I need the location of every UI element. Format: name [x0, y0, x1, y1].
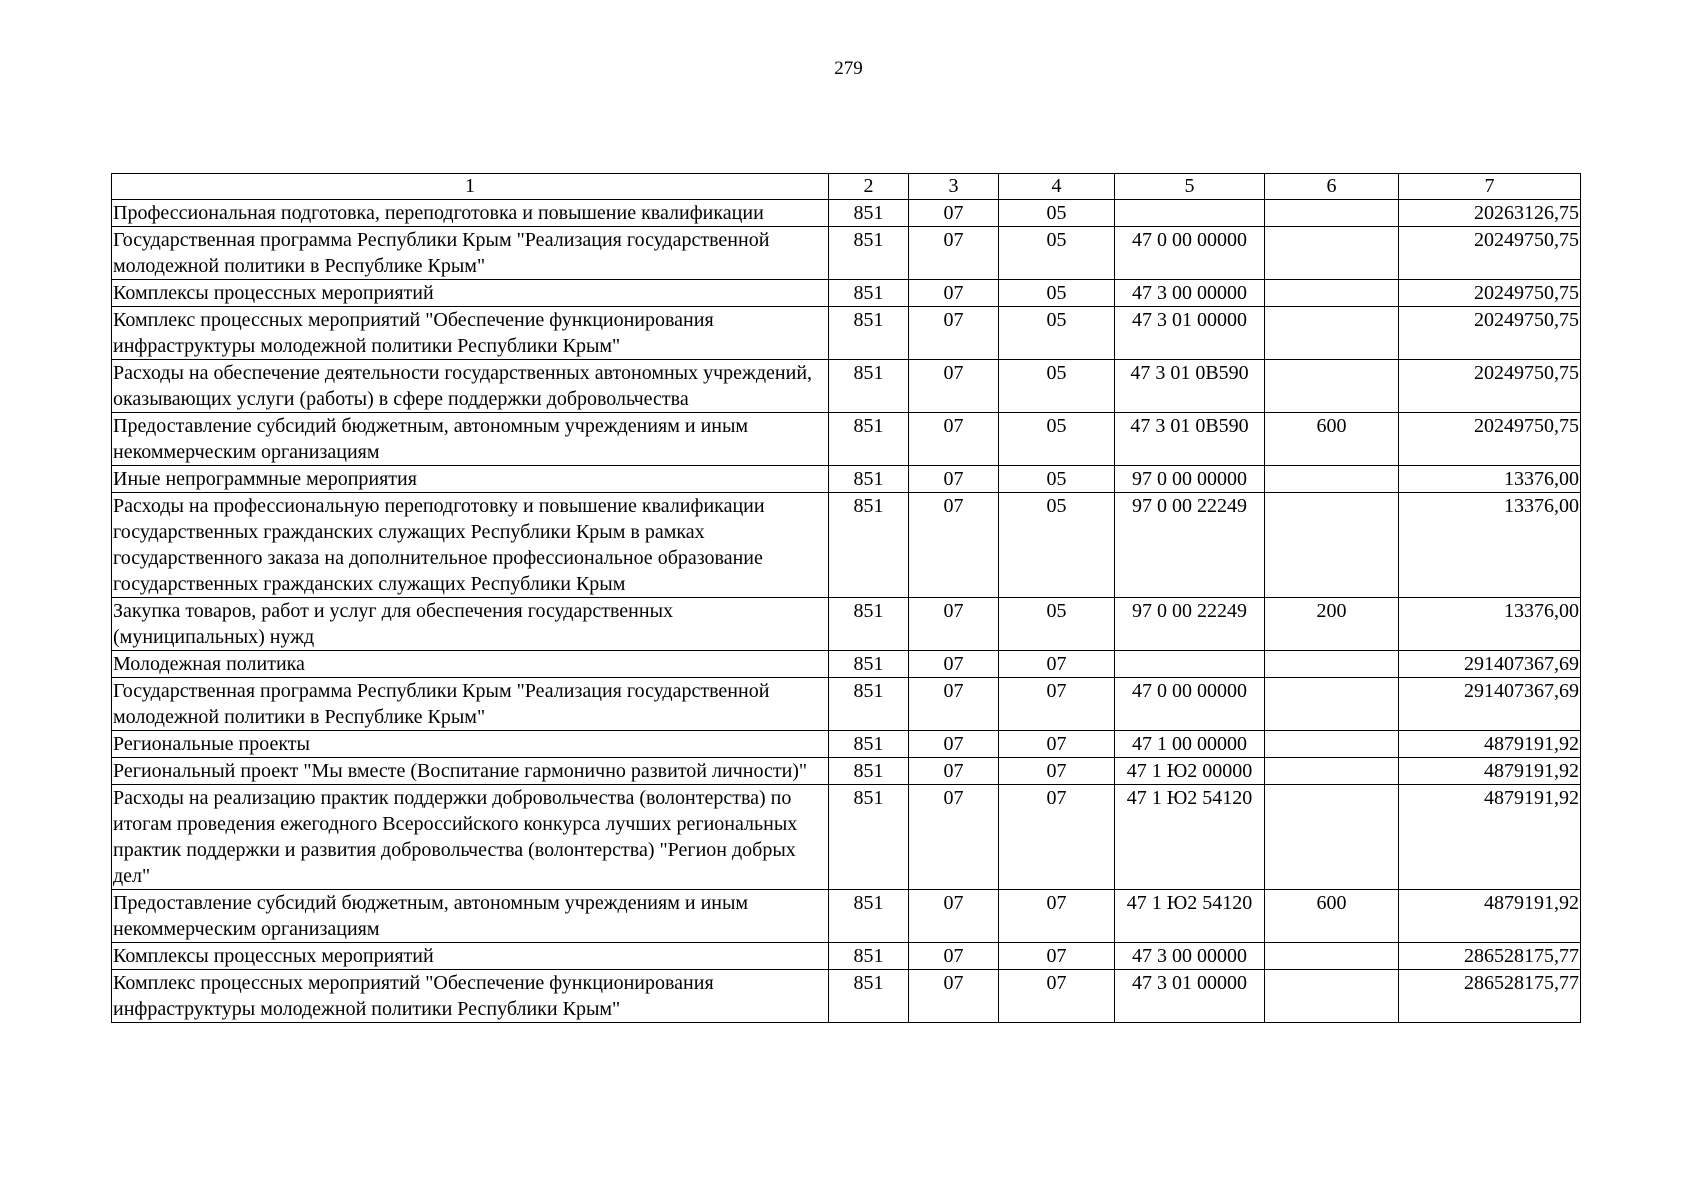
- row-section-cell: 07: [909, 227, 999, 280]
- table-row: [112, 493, 1581, 598]
- row-name-cell: Комплексы процессных мероприятий: [112, 280, 829, 307]
- row-amount-cell: 291407367,69: [1399, 678, 1581, 731]
- row-target-article-cell: [1115, 200, 1265, 227]
- row-section-cell: 07: [909, 785, 999, 890]
- table-row: [112, 466, 1581, 493]
- row-subsection-cell: 07: [999, 731, 1115, 758]
- table-header-row: [112, 174, 1581, 200]
- column-header: 2: [829, 174, 909, 200]
- table-row: [112, 227, 1581, 280]
- row-amount-cell: 20249750,75: [1399, 227, 1581, 280]
- row-name-cell: Молодежная политика: [112, 651, 829, 678]
- row-ved-cell: 851: [829, 651, 909, 678]
- row-amount-cell: 286528175,77: [1399, 943, 1581, 970]
- table-row: [112, 943, 1581, 970]
- row-expense-type-cell: [1265, 785, 1399, 890]
- row-section-cell: 07: [909, 651, 999, 678]
- row-amount-cell: 4879191,92: [1399, 890, 1581, 943]
- row-section-cell: 07: [909, 307, 999, 360]
- row-section-cell: 07: [909, 466, 999, 493]
- table-row: [112, 200, 1581, 227]
- row-section-cell: 07: [909, 360, 999, 413]
- table-row: [112, 598, 1581, 651]
- row-subsection-cell: 07: [999, 651, 1115, 678]
- table-row: [112, 731, 1581, 758]
- row-ved-cell: 851: [829, 307, 909, 360]
- row-section-cell: 07: [909, 731, 999, 758]
- row-subsection-cell: 05: [999, 413, 1115, 466]
- row-section-cell: 07: [909, 598, 999, 651]
- row-target-article-cell: 47 3 01 00000: [1115, 307, 1265, 360]
- row-ved-cell: 851: [829, 360, 909, 413]
- row-section-cell: 07: [909, 200, 999, 227]
- column-header: 6: [1265, 174, 1399, 200]
- row-ved-cell: 851: [829, 970, 909, 1023]
- row-amount-cell: 20249750,75: [1399, 280, 1581, 307]
- row-subsection-cell: 07: [999, 970, 1115, 1023]
- row-section-cell: 07: [909, 678, 999, 731]
- row-subsection-cell: 05: [999, 598, 1115, 651]
- row-name-cell: Закупка товаров, работ и услуг для обеспечения государственных (муниципальных) нужд: [112, 598, 829, 651]
- row-amount-cell: 20249750,75: [1399, 360, 1581, 413]
- row-subsection-cell: 07: [999, 785, 1115, 890]
- row-expense-type-cell: [1265, 307, 1399, 360]
- row-ved-cell: 851: [829, 731, 909, 758]
- row-amount-cell: 13376,00: [1399, 466, 1581, 493]
- table-row: [112, 413, 1581, 466]
- row-amount-cell: 13376,00: [1399, 493, 1581, 598]
- row-amount-cell: 291407367,69: [1399, 651, 1581, 678]
- table-row: [112, 890, 1581, 943]
- row-ved-cell: 851: [829, 758, 909, 785]
- row-subsection-cell: 05: [999, 227, 1115, 280]
- row-ved-cell: 851: [829, 493, 909, 598]
- row-expense-type-cell: [1265, 731, 1399, 758]
- row-subsection-cell: 05: [999, 360, 1115, 413]
- row-expense-type-cell: [1265, 466, 1399, 493]
- table-row: [112, 651, 1581, 678]
- row-ved-cell: 851: [829, 598, 909, 651]
- row-subsection-cell: 05: [999, 493, 1115, 598]
- row-name-cell: Иные непрограммные мероприятия: [112, 466, 829, 493]
- row-target-article-cell: 47 0 00 00000: [1115, 227, 1265, 280]
- row-expense-type-cell: [1265, 943, 1399, 970]
- column-header: 1: [112, 174, 829, 200]
- row-subsection-cell: 05: [999, 280, 1115, 307]
- row-expense-type-cell: 200: [1265, 598, 1399, 651]
- table-row: [112, 758, 1581, 785]
- table-row: [112, 307, 1581, 360]
- row-target-article-cell: 47 3 01 0В590: [1115, 360, 1265, 413]
- row-name-cell: Комплекс процессных мероприятий "Обеспечение функционирования инфраструктуры молодежной политики Республики Крым": [112, 970, 829, 1023]
- row-expense-type-cell: [1265, 651, 1399, 678]
- row-subsection-cell: 05: [999, 200, 1115, 227]
- row-amount-cell: 4879191,92: [1399, 785, 1581, 890]
- row-expense-type-cell: [1265, 970, 1399, 1023]
- row-ved-cell: 851: [829, 200, 909, 227]
- row-target-article-cell: 47 3 00 00000: [1115, 943, 1265, 970]
- row-expense-type-cell: [1265, 360, 1399, 413]
- table-row: [112, 785, 1581, 890]
- row-ved-cell: 851: [829, 943, 909, 970]
- row-amount-cell: 286528175,77: [1399, 970, 1581, 1023]
- row-name-cell: Профессиональная подготовка, переподготовка и повышение квалификации: [112, 200, 829, 227]
- row-name-cell: Предоставление субсидий бюджетным, автономным учреждениям и иным некоммерческим организациям: [112, 413, 829, 466]
- row-amount-cell: 13376,00: [1399, 598, 1581, 651]
- budget-table: [111, 173, 1581, 1023]
- row-section-cell: 07: [909, 970, 999, 1023]
- row-expense-type-cell: [1265, 758, 1399, 785]
- row-name-cell: Государственная программа Республики Крым "Реализация государственной молодежной политики в Республике Крым": [112, 227, 829, 280]
- row-ved-cell: 851: [829, 280, 909, 307]
- row-expense-type-cell: 600: [1265, 413, 1399, 466]
- column-header: 4: [999, 174, 1115, 200]
- row-name-cell: Комплексы процессных мероприятий: [112, 943, 829, 970]
- column-header: 7: [1399, 174, 1581, 200]
- row-target-article-cell: 47 3 01 00000: [1115, 970, 1265, 1023]
- row-ved-cell: 851: [829, 678, 909, 731]
- row-ved-cell: 851: [829, 785, 909, 890]
- row-expense-type-cell: [1265, 493, 1399, 598]
- row-name-cell: Региональные проекты: [112, 731, 829, 758]
- row-subsection-cell: 07: [999, 943, 1115, 970]
- row-subsection-cell: 05: [999, 307, 1115, 360]
- row-name-cell: Расходы на реализацию практик поддержки добровольчества (волонтерства) по итогам проведения ежегодного Всероссийского конкурса лучших региональных практик поддержки и развития добровольчества (волонтерства) "Регион добрых дел": [112, 785, 829, 890]
- row-amount-cell: 4879191,92: [1399, 731, 1581, 758]
- row-target-article-cell: 97 0 00 00000: [1115, 466, 1265, 493]
- row-section-cell: 07: [909, 943, 999, 970]
- row-name-cell: Комплекс процессных мероприятий "Обеспечение функционирования инфраструктуры молодежной политики Республики Крым": [112, 307, 829, 360]
- table-body: [112, 200, 1581, 1023]
- row-target-article-cell: [1115, 651, 1265, 678]
- row-target-article-cell: 47 1 00 00000: [1115, 731, 1265, 758]
- row-section-cell: 07: [909, 413, 999, 466]
- row-name-cell: Региональный проект "Мы вместе (Воспитание гармонично развитой личности)": [112, 758, 829, 785]
- column-header: 3: [909, 174, 999, 200]
- row-ved-cell: 851: [829, 413, 909, 466]
- row-target-article-cell: 97 0 00 22249: [1115, 493, 1265, 598]
- row-name-cell: Расходы на обеспечение деятельности государственных автономных учреждений, оказывающих услуги (работы) в сфере поддержки добровольчества: [112, 360, 829, 413]
- row-target-article-cell: 47 3 01 0В590: [1115, 413, 1265, 466]
- row-ved-cell: 851: [829, 227, 909, 280]
- row-subsection-cell: 07: [999, 758, 1115, 785]
- row-subsection-cell: 05: [999, 466, 1115, 493]
- row-amount-cell: 20249750,75: [1399, 307, 1581, 360]
- row-expense-type-cell: [1265, 280, 1399, 307]
- row-ved-cell: 851: [829, 466, 909, 493]
- row-name-cell: Государственная программа Республики Крым "Реализация государственной молодежной политики в Республике Крым": [112, 678, 829, 731]
- column-header: 5: [1115, 174, 1265, 200]
- row-name-cell: Предоставление субсидий бюджетным, автономным учреждениям и иным некоммерческим организациям: [112, 890, 829, 943]
- row-target-article-cell: 47 0 00 00000: [1115, 678, 1265, 731]
- row-expense-type-cell: [1265, 200, 1399, 227]
- row-target-article-cell: 47 1 Ю2 54120: [1115, 890, 1265, 943]
- row-section-cell: 07: [909, 280, 999, 307]
- table-row: [112, 678, 1581, 731]
- row-subsection-cell: 07: [999, 678, 1115, 731]
- row-amount-cell: 20263126,75: [1399, 200, 1581, 227]
- row-expense-type-cell: 600: [1265, 890, 1399, 943]
- row-target-article-cell: 47 3 00 00000: [1115, 280, 1265, 307]
- row-amount-cell: 4879191,92: [1399, 758, 1581, 785]
- row-section-cell: 07: [909, 758, 999, 785]
- row-expense-type-cell: [1265, 227, 1399, 280]
- row-section-cell: 07: [909, 493, 999, 598]
- row-amount-cell: 20249750,75: [1399, 413, 1581, 466]
- row-expense-type-cell: [1265, 678, 1399, 731]
- row-name-cell: Расходы на профессиональную переподготовку и повышение квалификации государственных гражданских служащих Республики Крым в рамках государственного заказа на дополнительное профессиональное образование государственных гражданских служащих Республики Крым: [112, 493, 829, 598]
- row-target-article-cell: 47 1 Ю2 00000: [1115, 758, 1265, 785]
- table-row: [112, 970, 1581, 1023]
- row-target-article-cell: 47 1 Ю2 54120: [1115, 785, 1265, 890]
- row-section-cell: 07: [909, 890, 999, 943]
- page-number: 279: [834, 58, 863, 79]
- table-row: [112, 360, 1581, 413]
- row-subsection-cell: 07: [999, 890, 1115, 943]
- row-target-article-cell: 97 0 00 22249: [1115, 598, 1265, 651]
- table-row: [112, 280, 1581, 307]
- row-ved-cell: 851: [829, 890, 909, 943]
